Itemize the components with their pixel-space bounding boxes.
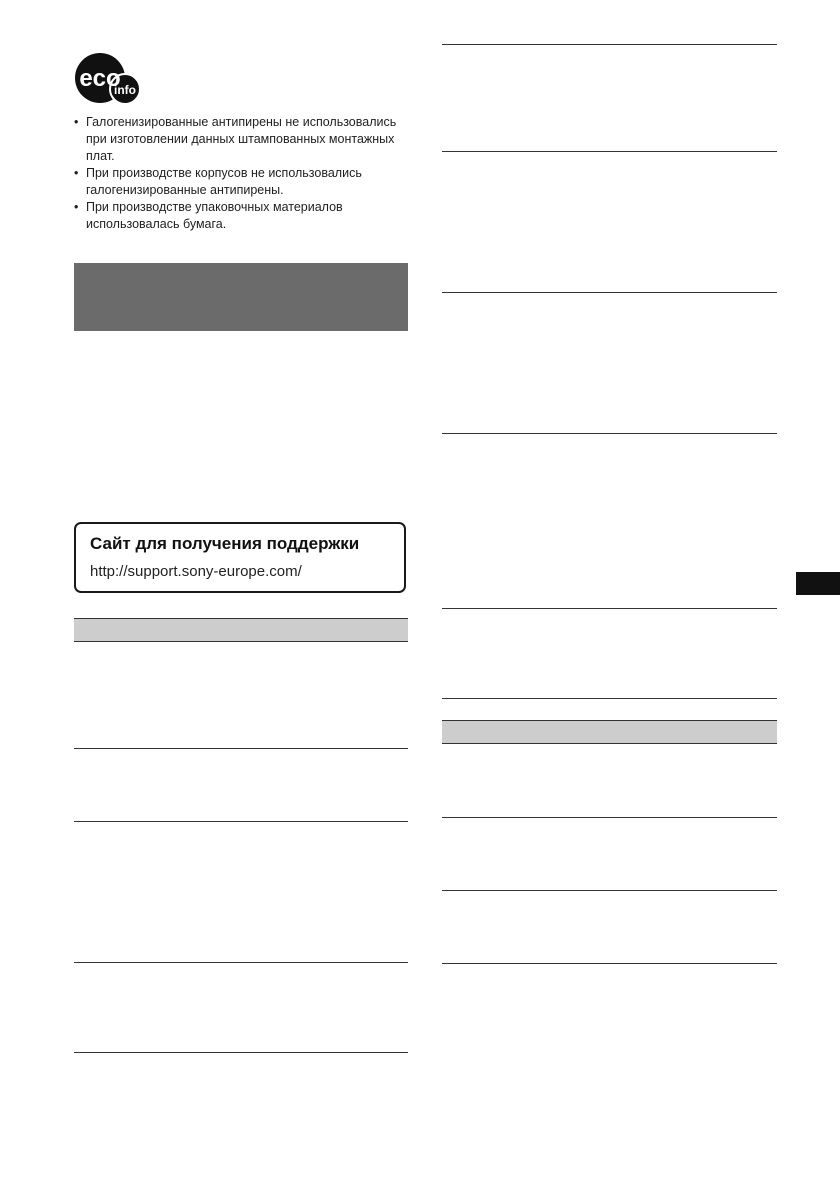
right-table-rule <box>442 292 777 293</box>
right-table-rule <box>442 963 777 964</box>
support-site-box <box>74 522 406 593</box>
eco-info-logo <box>74 52 144 112</box>
support-url-link[interactable]: http://support.sony-europe.com/ <box>90 563 302 580</box>
right-table-rule <box>442 890 777 891</box>
left-table-header <box>74 618 408 642</box>
left-table-rule <box>74 821 408 822</box>
eco-word: eco <box>79 65 121 92</box>
eco-note: • При производстве корпусов не использовались галогенизированные антипирены. <box>74 165 414 199</box>
left-table-rule <box>74 1052 408 1053</box>
support-title: Сайт для получения поддержки <box>90 534 360 553</box>
right-table-rule <box>442 44 777 45</box>
right-table-rule <box>442 608 777 609</box>
eco-note: • Галогенизированные антипирены не использовались при изготовлении данных штампованных монтажных плат. <box>74 114 414 165</box>
eco-note: • При производстве упаковочных материалов использовалась бумага. <box>74 199 414 233</box>
section-banner <box>74 263 408 331</box>
left-table-rule <box>74 962 408 963</box>
section-side-tab <box>796 572 840 595</box>
right-table-header <box>442 720 777 744</box>
right-table-rule <box>442 698 777 699</box>
right-table-rule <box>442 151 777 152</box>
info-word: info <box>114 83 136 97</box>
right-table-rule <box>442 817 777 818</box>
left-table-rule <box>74 748 408 749</box>
eco-notes-list <box>74 114 414 233</box>
right-table-rule <box>442 433 777 434</box>
